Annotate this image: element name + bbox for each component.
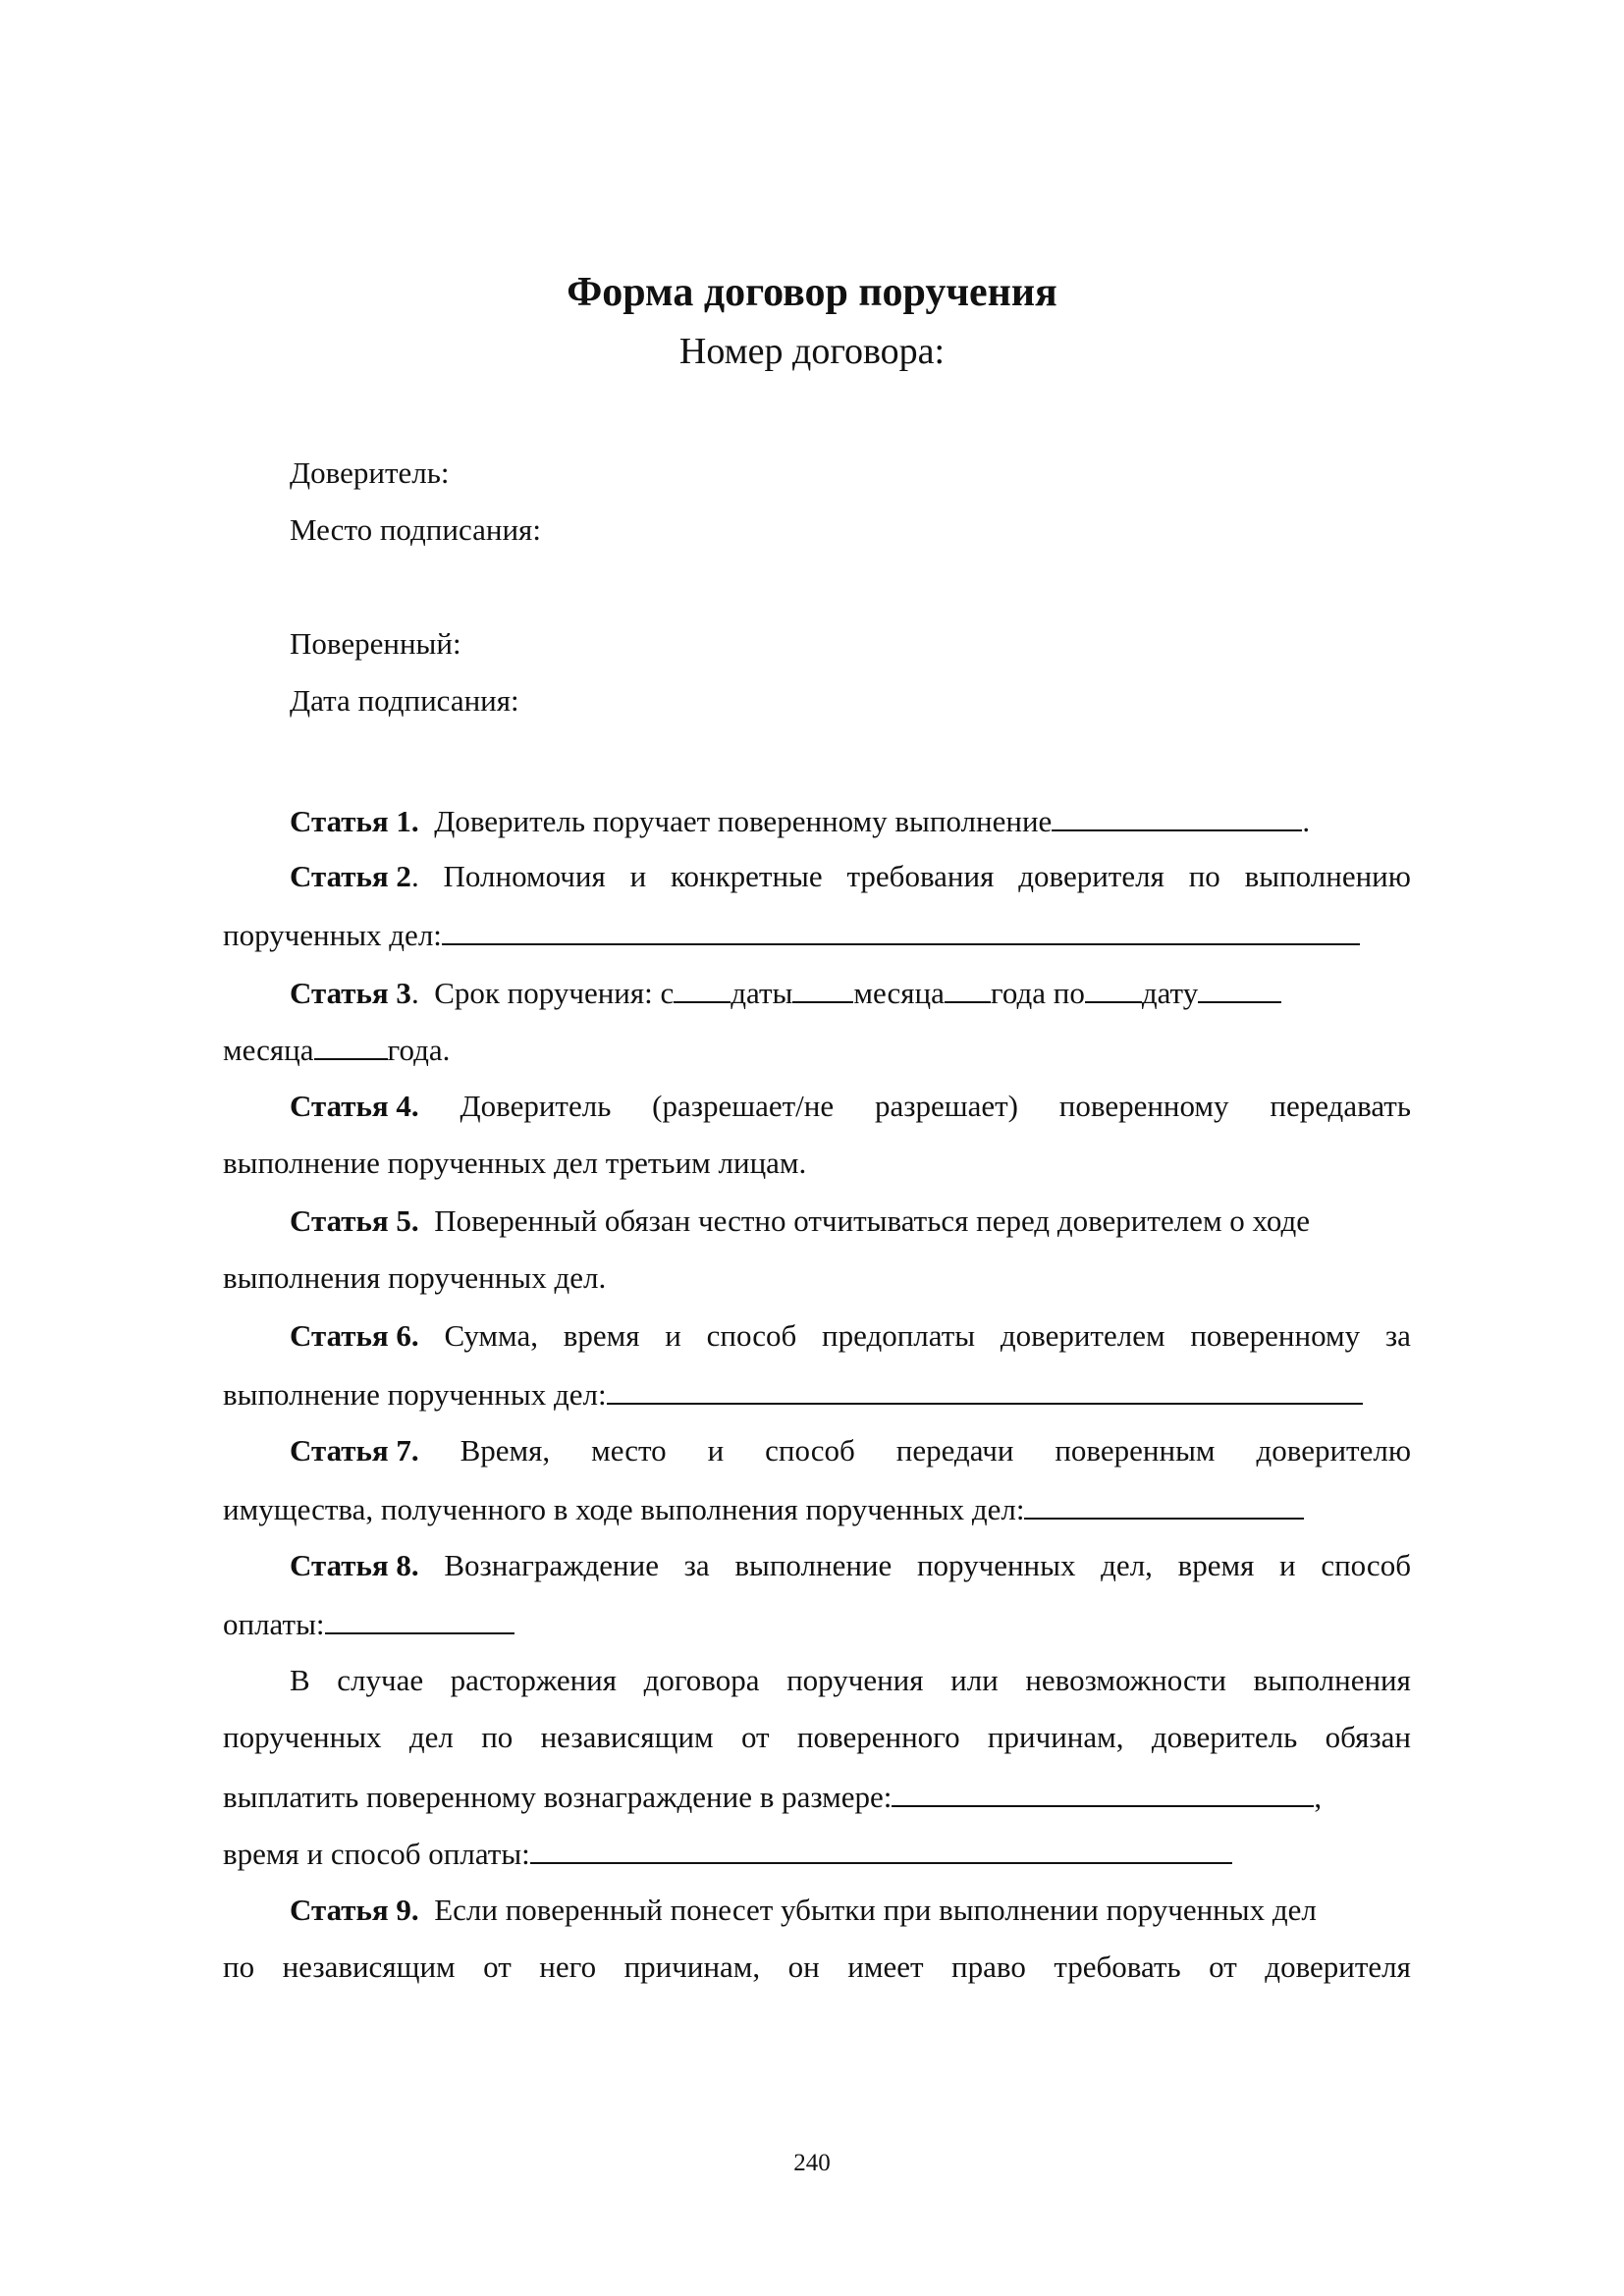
blank-line	[607, 1373, 1363, 1405]
article-3-line-2: месяца года.	[223, 1029, 450, 1070]
article-4-label: Статья 4.	[290, 1089, 419, 1123]
termination-line-1: В случае расторжения договора поручения или невозможности выполнения	[290, 1663, 1411, 1697]
document-title: Форма договор поручения	[567, 270, 1057, 315]
article-7-label: Статья 7.	[290, 1433, 419, 1468]
article-8-label: Статья 8.	[290, 1548, 419, 1582]
article-2-line-2: порученных дел:	[223, 914, 1360, 955]
article-5-line-2: выполнения порученных дел.	[223, 1260, 607, 1295]
article-2-label: Статья 2	[290, 859, 411, 893]
termination-line-3: выплатить поверенному вознаграждение в размере: ,	[223, 1776, 1322, 1817]
article-1-label: Статья 1.	[290, 804, 419, 838]
article-4-line-1: Статья 4. Доверитель (разрешает/не разрешает) поверенному передавать	[290, 1087, 1411, 1126]
article-1: Статья 1. Доверитель поручает поверенному выполнение .	[290, 800, 1310, 841]
article-6-line-1: Статья 6. Сумма, время и способ предоплаты доверителем поверенному за	[290, 1316, 1411, 1356]
termination-line-2: порученных дел по независящим от поверенного причинам, доверитель обязан	[223, 1720, 1411, 1754]
termination-line-4: время и способ оплаты:	[223, 1833, 1232, 1874]
page-number: 240	[793, 2150, 831, 2176]
blank-line	[442, 914, 1360, 945]
article-6-line-2: выполнение порученных дел:	[223, 1373, 1363, 1415]
signing-date-label: Дата подписания:	[290, 683, 519, 718]
blank-line	[1024, 1488, 1304, 1520]
article-9-line-2: по независящим от него причинам, он имеет право требовать от доверителя	[223, 1949, 1411, 1984]
contract-number-label: Номер договора:	[678, 331, 946, 372]
attorney-label: Поверенный:	[290, 626, 461, 661]
article-3-label: Статья 3	[290, 976, 411, 1010]
principal-label: Доверитель:	[290, 455, 450, 490]
article-8-line-2: оплаты:	[223, 1603, 514, 1644]
article-2-line-1: Статья 2. Полномочия и конкретные требования доверителя по выполнению	[290, 859, 1411, 893]
article-8-line-1: Статья 8. Вознаграждение за выполнение порученных дел, время и способ	[290, 1546, 1411, 1585]
signing-place-label: Место подписания:	[290, 512, 541, 547]
article-7-line-2: имущества, полученного в ходе выполнения порученных дел:	[223, 1488, 1304, 1529]
article-5-label: Статья 5.	[290, 1203, 419, 1238]
article-6-label: Статья 6.	[290, 1318, 419, 1353]
article-1-text: Доверитель поручает поверенному выполнение	[434, 804, 1053, 838]
article-9-label: Статья 9.	[290, 1893, 419, 1927]
article-5-line-1: Статья 5. Поверенный обязан честно отчитываться перед доверителем о ходе	[290, 1203, 1311, 1238]
blank-line	[892, 1776, 1314, 1807]
article-7-line-1: Статья 7. Время, место и способ передачи поверенным доверителю	[290, 1431, 1411, 1470]
blank-line	[530, 1833, 1232, 1864]
article-3-line-1: Статья 3. Срок поручения: с даты месяца года по дату	[290, 972, 1281, 1013]
blank-line	[1052, 800, 1302, 831]
blank-line	[325, 1603, 514, 1634]
article-9-line-1: Статья 9. Если поверенный понесет убытки при выполнении порученных дел	[290, 1893, 1317, 1927]
article-4-line-2: выполнение порученных дел третьим лицам.	[223, 1146, 807, 1180]
